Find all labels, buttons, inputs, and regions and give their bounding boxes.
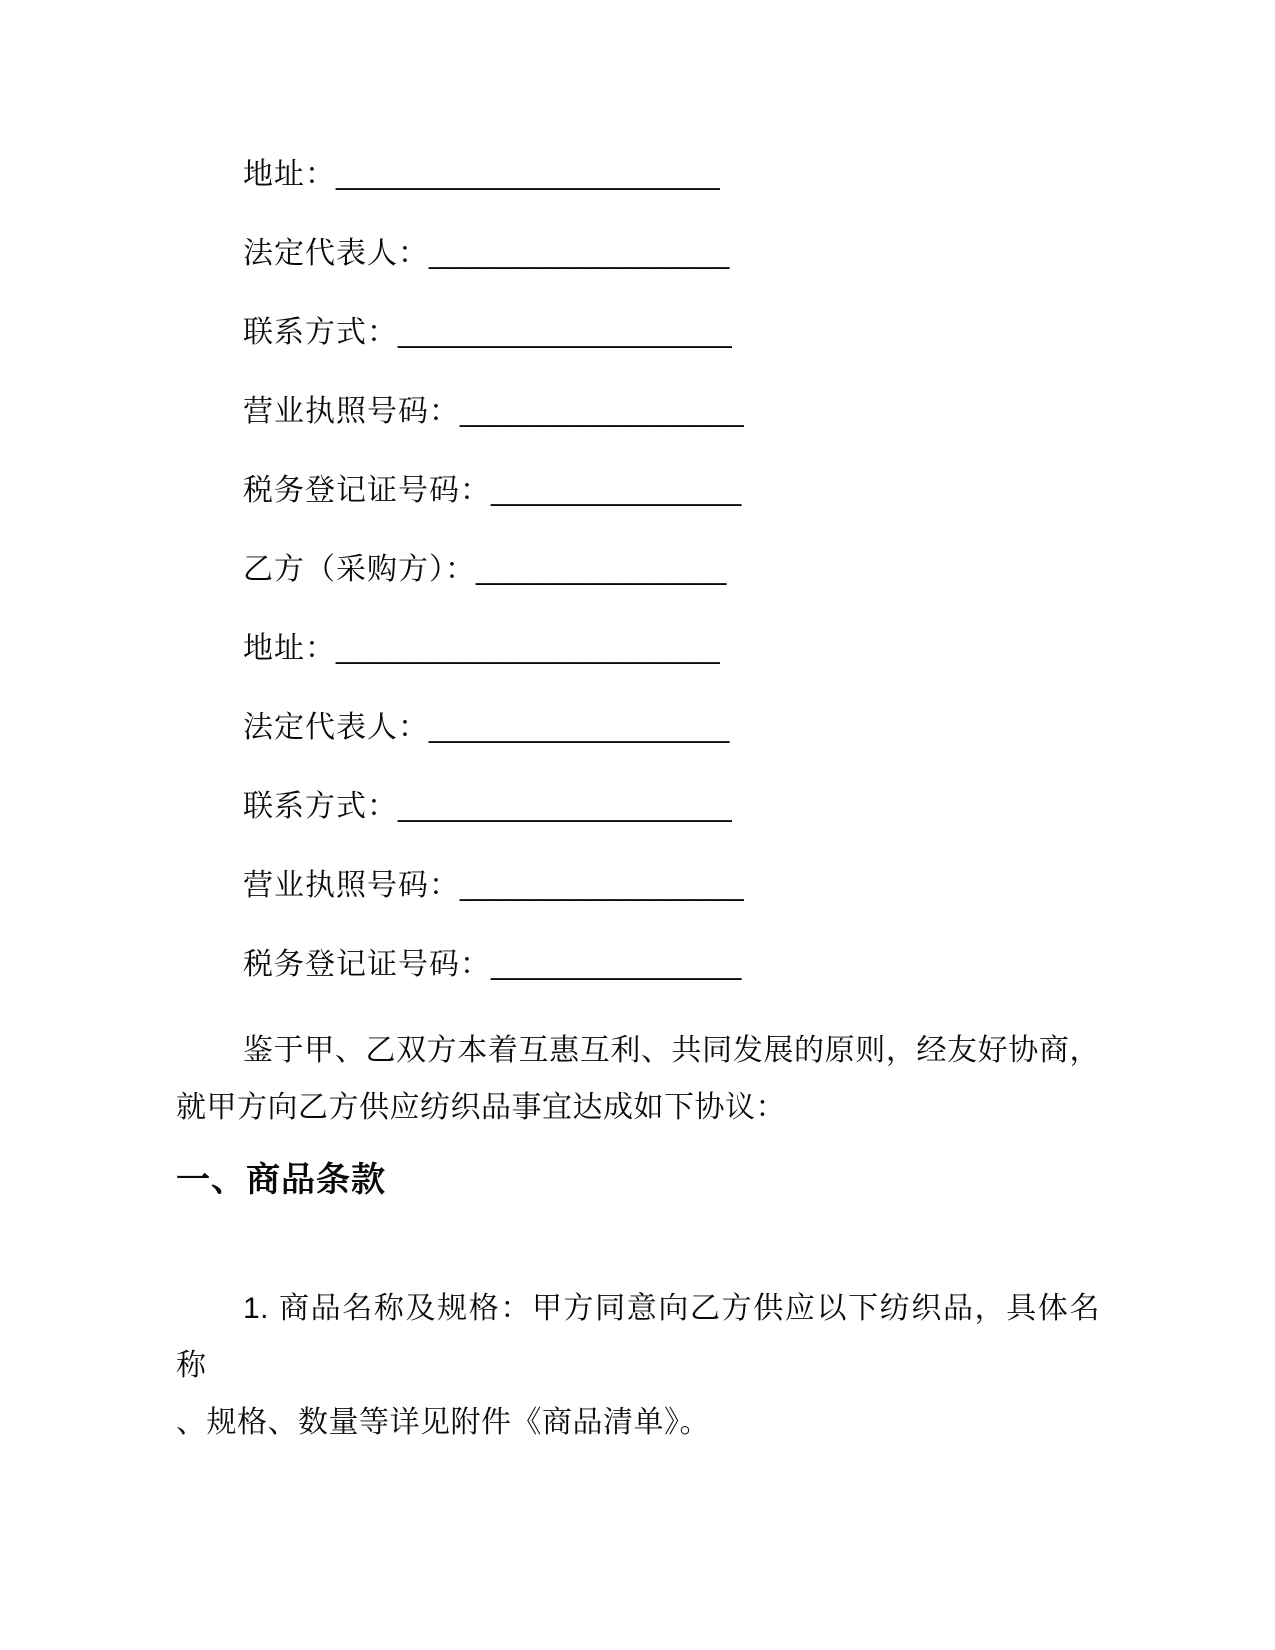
field-label: 营业执照号码 [243,395,429,428]
field-blank-line: ____________________ [398,790,732,823]
clause-line: 、规格、数量等详见附件《商品清单》。 [176,1406,710,1439]
field-colon: ： [367,316,398,349]
party-field-row [176,634,1100,713]
clause-1-paragraph [176,1280,1100,1451]
field-colon: ： [398,237,429,270]
party-field-row [176,871,1100,950]
clause-line: 1. 商品名称及规格：甲方同意向乙方供应以下纺织品，具体名称 [176,1292,1100,1382]
field-label: 联系方式 [243,316,367,349]
party-field-row [176,476,1100,555]
party-field-row [176,160,1100,239]
field-blank-line: _______________ [491,474,742,507]
field-label: 税务登记证号码 [243,474,460,507]
party-field-row [176,555,1100,634]
field-blank-line: _______________________ [336,632,720,665]
field-colon: ： [460,474,491,507]
field-colon: ： [445,553,476,586]
field-label: 税务登记证号码 [243,948,460,981]
preamble-line: 鉴于甲、乙双方本着互惠互利、共同发展的原则，经友好协商， [243,1034,1100,1067]
party-field-row [176,792,1100,871]
party-field-row [176,950,1100,1029]
party-field-row [176,397,1100,476]
field-label: 乙方（采购方） [243,553,445,586]
party-info-fields-section [176,160,1100,1029]
field-label: 联系方式 [243,790,367,823]
field-colon: ： [460,948,491,981]
field-label: 地址 [243,632,305,665]
field-blank-line: _______________ [491,948,742,981]
field-label: 地址 [243,158,305,191]
field-colon: ： [398,711,429,744]
field-colon: ： [429,869,460,902]
field-blank-line: __________________ [429,711,730,744]
field-label: 法定代表人 [243,711,398,744]
field-blank-line: _________________ [460,395,744,428]
party-field-row [176,239,1100,318]
section-heading-goods-terms: 一、商品条款 [176,1161,386,1199]
field-colon: ： [305,158,336,191]
field-colon: ： [429,395,460,428]
preamble-line: 就甲方向乙方供应纺织品事宜达成如下协议： [176,1091,786,1124]
field-colon: ： [305,632,336,665]
field-blank-line: ____________________ [398,316,732,349]
field-label: 营业执照号码 [243,869,429,902]
field-blank-line: _______________________ [336,158,720,191]
field-label: 法定代表人 [243,237,398,270]
field-blank-line: _________________ [460,869,744,902]
preamble-paragraph [176,1022,1100,1136]
field-blank-line: __________________ [429,237,730,270]
field-blank-line: _______________ [476,553,727,586]
field-colon: ： [367,790,398,823]
party-field-row [176,318,1100,397]
party-field-row [176,713,1100,792]
